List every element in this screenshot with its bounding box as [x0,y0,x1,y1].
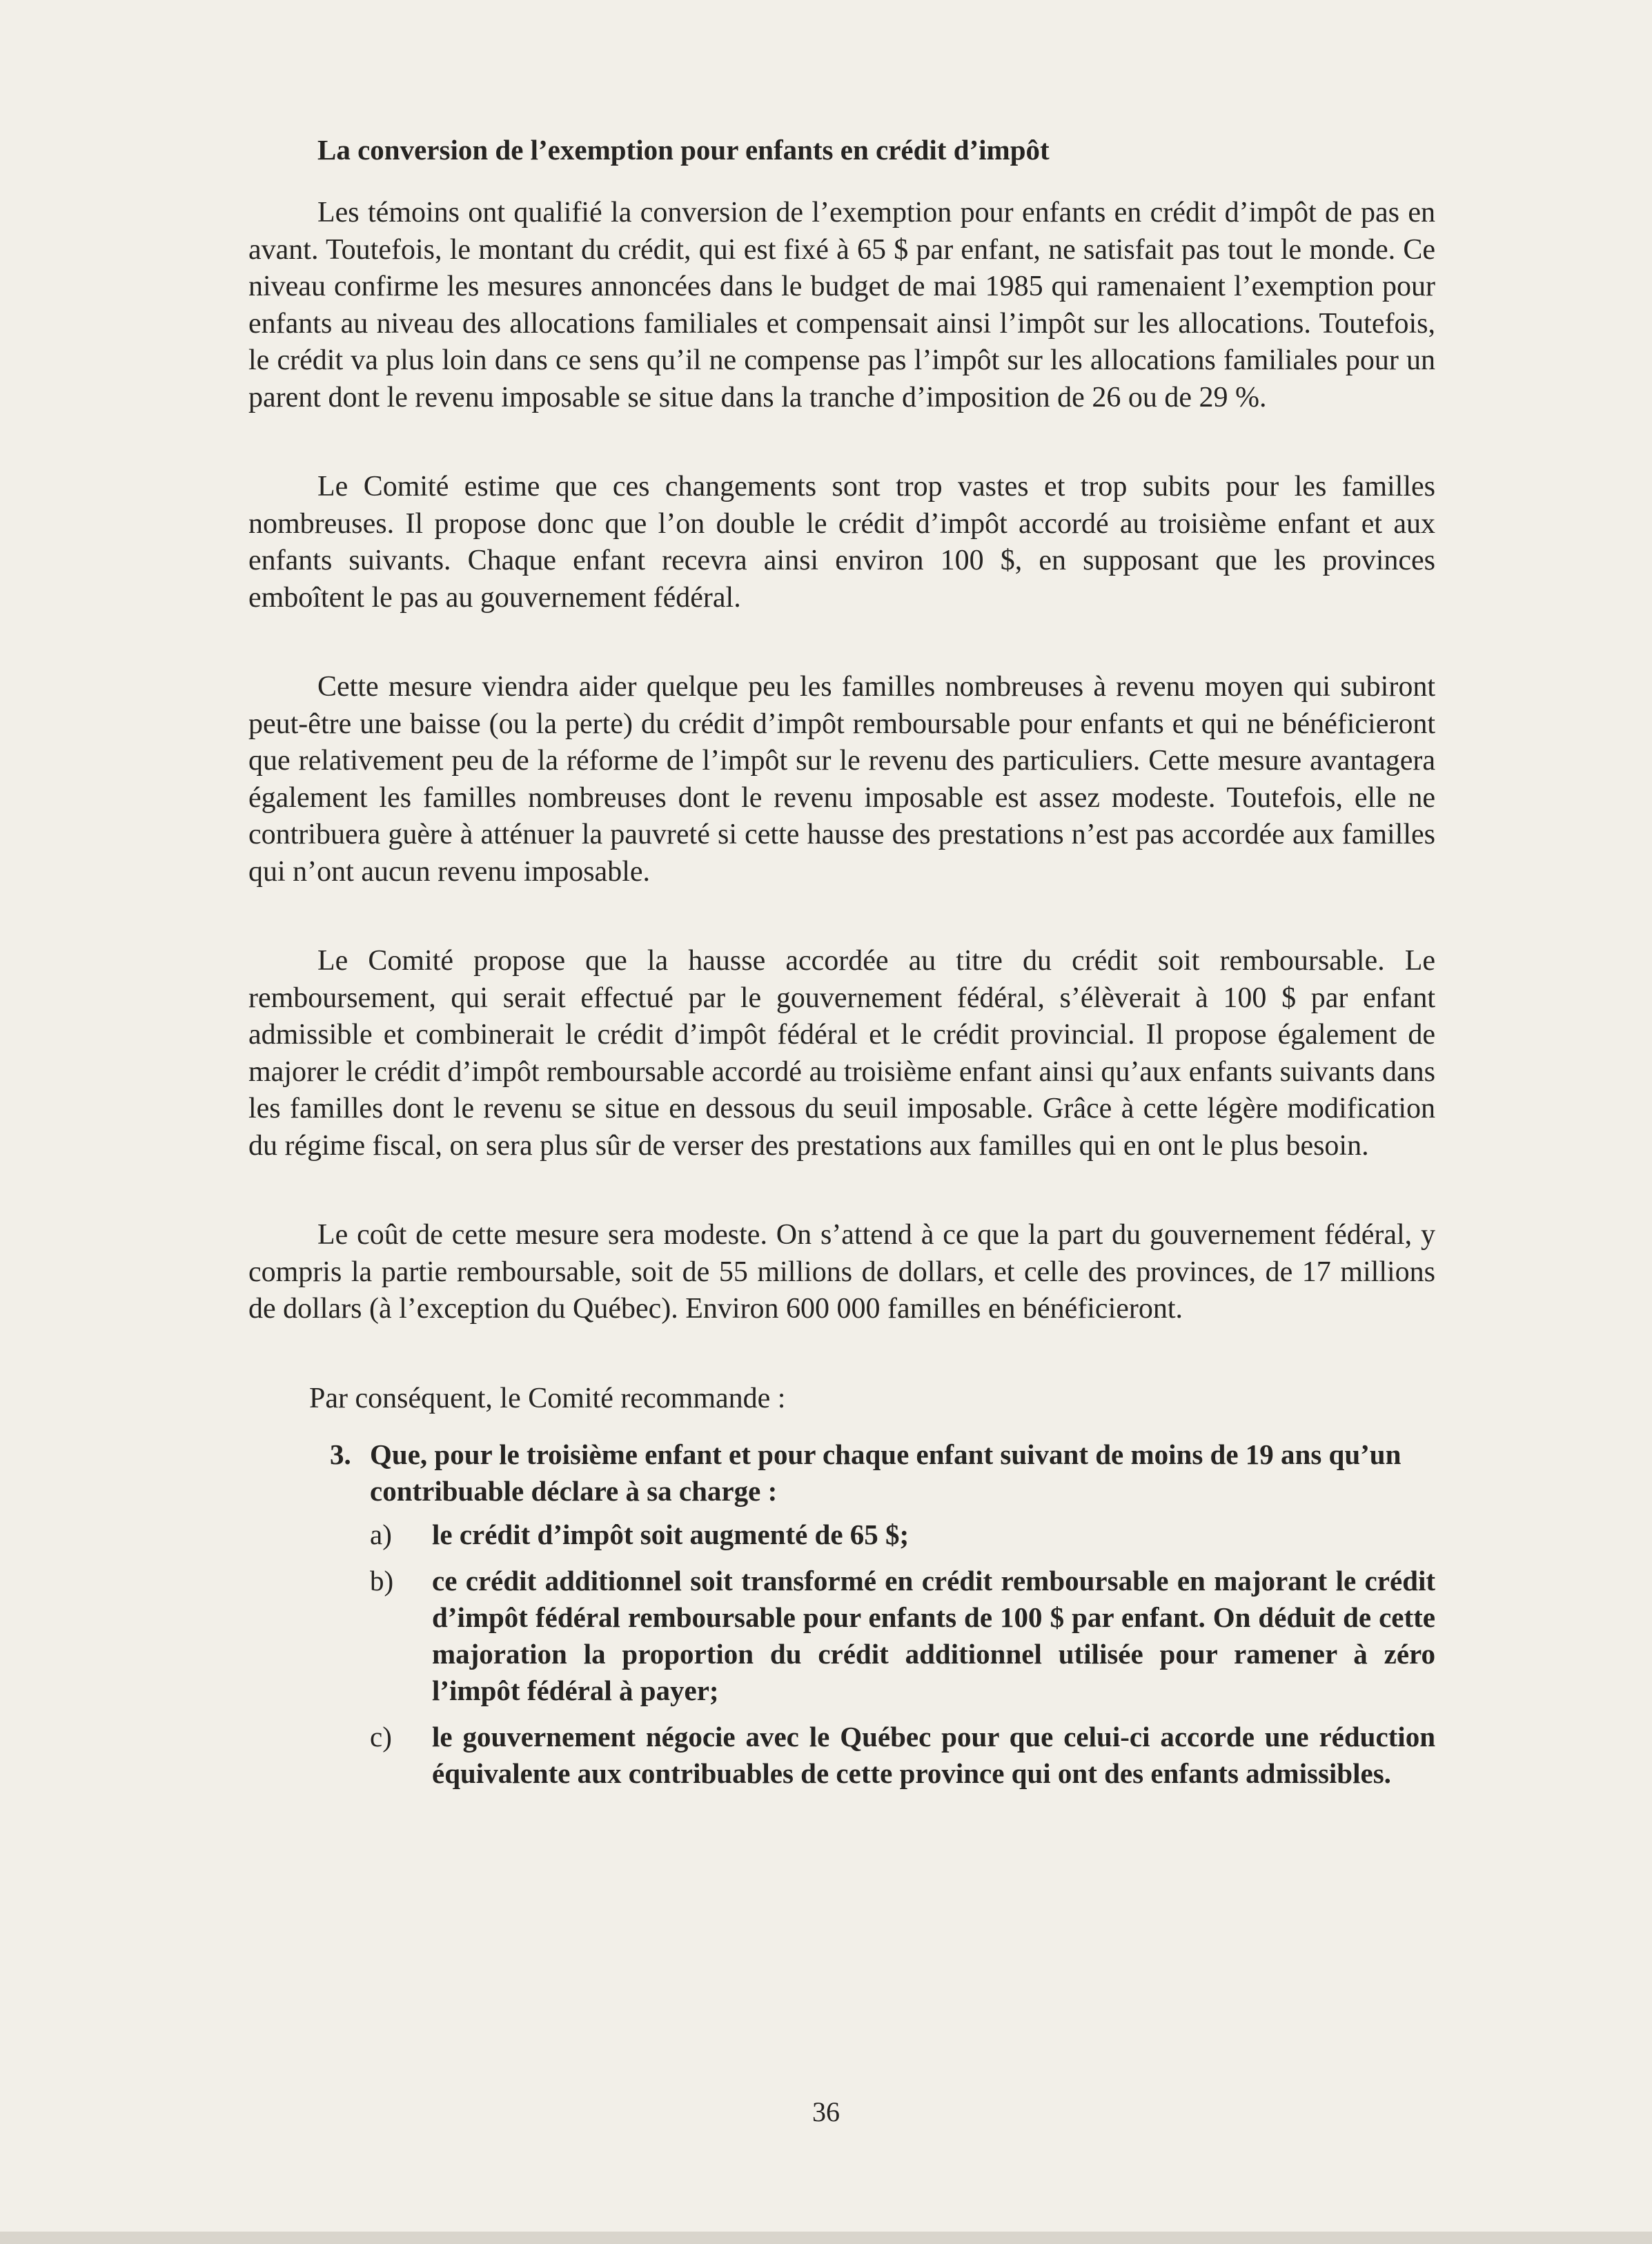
recommendation-item-text: le gouvernement négocie avec le Québec pour que celui-ci accorde une réduction équivalente aux contribuables de cette province qui ont des enfants admissibles. [432,1721,1435,1789]
page-body [248,131,1435,1802]
recommendation-block [330,1436,1435,1792]
recommendation-item-text: ce crédit additionnel soit transformé en crédit remboursable en majorant le crédit d’impôt fédéral remboursable pour enfants de 100 $ par enfant. On déduit de cette majoration la proportion du crédit additionnel utilisée pour ramener à zéro l’impôt fédéral à payer; [432,1565,1435,1706]
recommendation-item-label: c) [370,1721,392,1753]
recommendation-item-c [370,1719,1435,1792]
page-bottom-edge [0,2232,1652,2244]
recommendation-item-text: le crédit d’impôt soit augmenté de 65 $; [432,1519,909,1550]
paragraph-5: Le coût de cette mesure sera modeste. On s’attend à ce que la part du gouvernement fédéral, y compris la partie remboursable, soit de 55 millions de dollars, et celle des provinces, de 17 millions de dollars (à l’exception du Québec). Environ 600 000 familles en bénéficieront. [248,1219,1435,1325]
recommendation-lead-in: Par conséquent, le Comité recommande : [309,1382,786,1414]
recommendation-header [330,1436,1435,1510]
recommendation-item-a [370,1516,1435,1553]
paragraph-2: Le Comité estime que ces changements sont trop vastes et trop subits pour les familles nombreuses. Il propose donc que l’on double le crédit d’impôt accordé au troisième enfant et aux enfants suivants. Chaque enfant recevra ainsi environ 100 $, en supposant que les provinces emboîtent le pas au gouvernement fédéral. [248,471,1435,614]
paragraph-1: Les témoins ont qualifié la conversion de l’exemption pour enfants en crédit d’impôt de pas en avant. Toutefois, le montant du crédit, qui est fixé à 65 $ par enfant, ne satisfait pas tout le monde. Ce niveau confirme les mesures annoncées dans le budget de mai 1985 qui ramenaient l’exemption pour enfants au niveau des allocations familiales et compensait ainsi l’impôt sur les allocations. Toutefois, le crédit va plus loin dans ce sens qu’il ne compense pas l’impôt sur les allocations familiales pour un parent dont le revenu imposable se situe dans la tranche d’imposition de 26 ou de 29 %. [248,197,1435,413]
paragraph-3: Cette mesure viendra aider quelque peu les familles nombreuses à revenu moyen qui subiront peut-être une baisse (ou la perte) du crédit d’impôt remboursable pour enfants et qui ne bénéficieront que relativement peu de la réforme de l’impôt sur le revenu des particuliers. Cette mesure avantagera également les familles nombreuses dont le revenu imposable est assez modeste. Toutefois, elle ne contribuera guère à atténuer la pauvreté si cette hausse des prestations n’est pas accordée aux familles qui n’ont aucun revenu imposable. [248,671,1435,888]
recommendation-item-label: a) [370,1519,392,1550]
section-heading: La conversion de l’exemption pour enfants en crédit d’impôt [317,134,1050,166]
recommendation-number: 3. [330,1438,351,1470]
paragraph-4: Le Comité propose que la hausse accordée au titre du crédit soit remboursable. Le remboursement, qui serait effectué par le gouvernement fédéral, s’élèverait à 100 $ par enfant admissible et combinerait le crédit d’impôt fédéral et le crédit provincial. Il propose également de majorer le crédit d’impôt remboursable accordé au troisième enfant ainsi qu’aux enfants suivants dans les familles dont le revenu se situe en dessous du seuil imposable. Grâce à cette légère modification du régime fiscal, on sera plus sûr de verser des prestations aux familles qui en ont le plus besoin. [248,945,1435,1162]
page-number: 36 [812,2096,840,2127]
recommendation-item-label: b) [370,1565,394,1597]
recommendation-text: Que, pour le troisième enfant et pour chaque enfant suivant de moins de 19 ans qu’un contribuable déclare à sa charge : [370,1438,1402,1507]
recommendation-item-b [370,1563,1435,1709]
